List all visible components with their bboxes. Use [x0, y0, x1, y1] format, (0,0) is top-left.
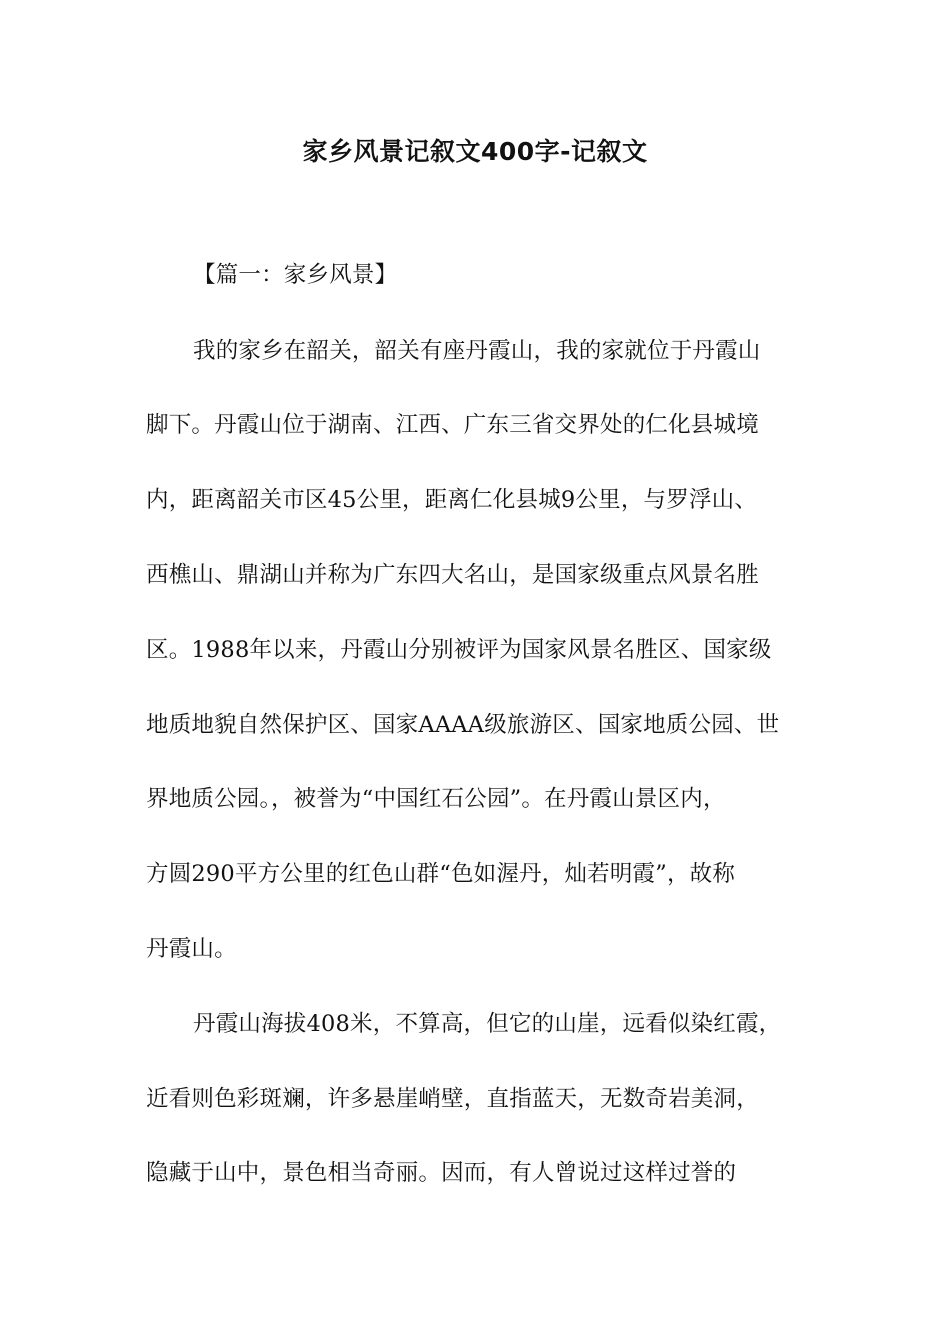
paragraph-line: 界地质公园。，被誉为“中国红石公园”。在丹霞山景区内， [146, 786, 726, 812]
paragraph-line: 脚下。丹霞山位于湖南、江西、广东三省交界处的仁化县城境 [146, 412, 759, 438]
paragraph-line: 内，距离韶关市区45公里，距离仁化县城9公里，与罗浮山、 [146, 487, 758, 513]
paragraph-line: 丹霞山。 [146, 936, 237, 962]
paragraph-line: 区。1988年以来，丹霞山分别被评为国家风景名胜区、国家级 [146, 637, 772, 663]
section-heading: 【篇一：家乡风景】 [193, 262, 398, 288]
paragraph-line: 西樵山、鼎湖山并称为广东四大名山，是国家级重点风景名胜 [146, 562, 759, 588]
paragraph-line: 隐藏于山中，景色相当奇丽。因而，有人曾说过这样过誉的 [146, 1160, 737, 1186]
paragraph-line: 近看则色彩斑斓，许多悬崖峭壁，直指蓝天，无数奇岩美洞， [146, 1086, 759, 1112]
paragraph-line: 方圆290平方公里的红色山群“色如渥丹，灿若明霞”，故称 [146, 861, 736, 887]
paragraph-line: 地质地貌自然保护区、国家AAAA级旅游区、国家地质公园、世 [146, 712, 780, 738]
paragraph-line: 我的家乡在韶关，韶关有座丹霞山，我的家就位于丹霞山 [193, 338, 761, 364]
document-title: 家乡风景记叙文400字-记叙文 [302, 137, 648, 166]
paragraph-line: 丹霞山海拔408米，不算高，但它的山崖，远看似染红霞， [193, 1011, 782, 1037]
